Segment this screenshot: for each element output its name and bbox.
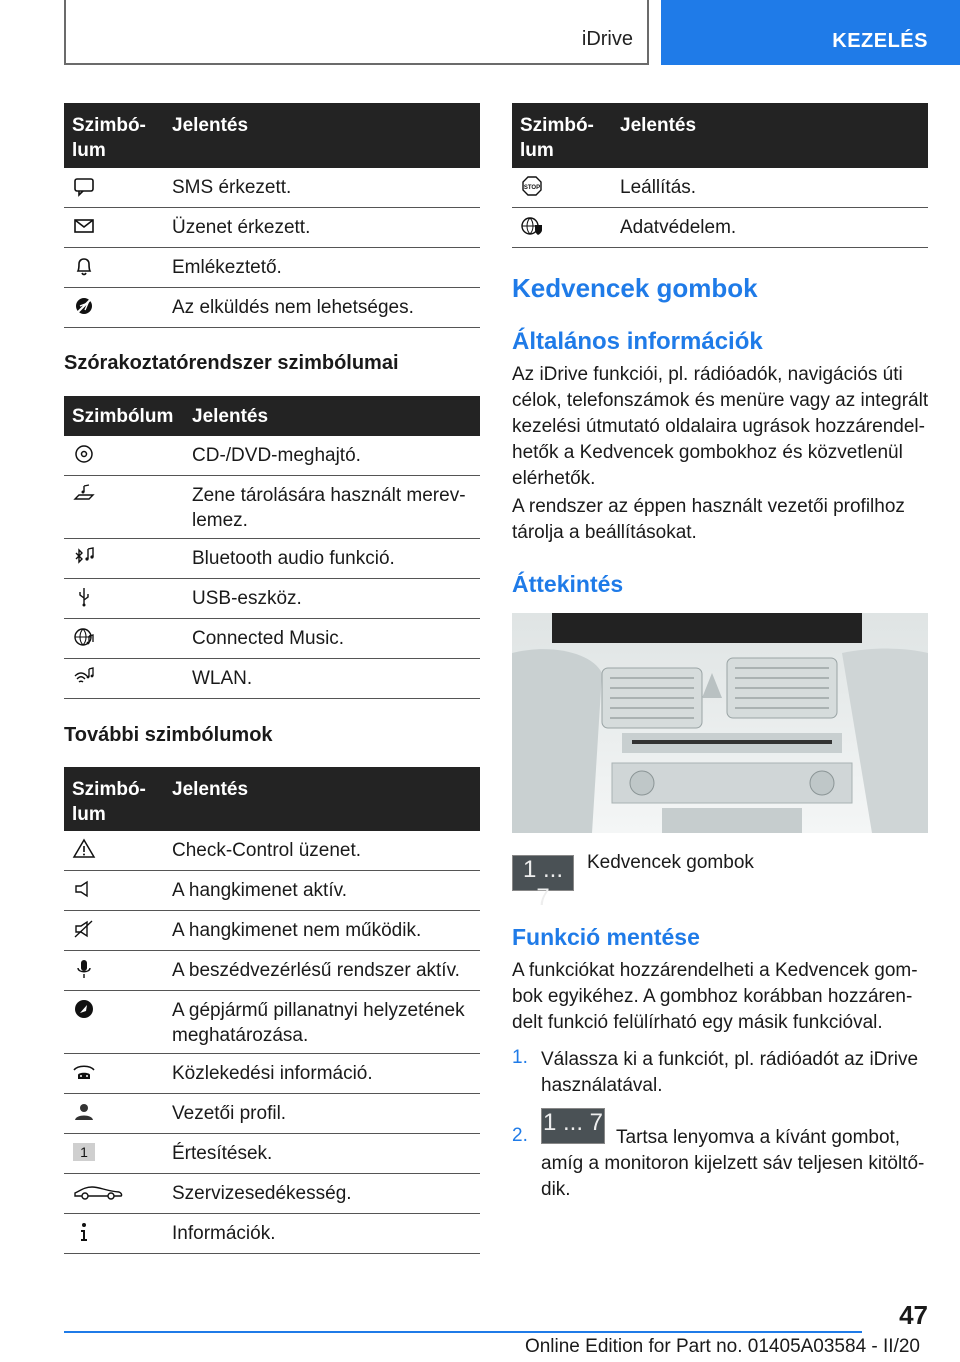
column-header-symbol: Szimbó- lum [72,115,146,161]
table-row [64,248,480,288]
row-text: Üzenet érkezett. [172,217,311,238]
row-text: USB-eszköz. [192,588,302,609]
table-header [64,103,480,168]
row-text: Az elküldés nem lehetséges. [172,297,414,318]
sms-icon [72,174,96,198]
column-header-symbol: Szimbólum [72,406,174,427]
row-text: CD-/DVD-meghajtó. [192,445,361,466]
stop-icon [520,174,544,198]
heading-favorites: Kedvencek gombok [512,273,758,303]
subheading-other: További szimbólumok [64,724,273,746]
page-number: 47 [899,1300,928,1330]
table-row [64,476,480,539]
table-row [64,831,480,871]
button-image-label: 1 ... 7 [522,856,564,911]
row-text: Értesítések. [172,1143,273,1164]
row-text: Vezetői profil. [172,1103,287,1124]
header-chapter-box [661,0,960,65]
data-privacy-icon [520,214,544,238]
table-header [512,103,928,168]
harddisk-music-icon [72,482,96,506]
column-header-meaning: Jelentés [172,779,249,800]
table-row [64,1174,480,1214]
row-text: A gépjármű pillanatnyi helyzetének meghatározása. [172,1000,465,1046]
table-row [64,208,480,248]
chapter-title: KEZELÉS [832,30,928,52]
table-row [64,911,480,951]
table-row [64,991,480,1054]
row-text: Szervizesedékesség. [172,1183,352,1204]
row-text: Leállítás. [620,177,697,198]
send-blocked-icon [72,294,96,318]
table-row [64,619,480,659]
row-text: Emlékeztető. [172,257,282,278]
table-row [512,208,928,248]
table-row [64,1134,480,1174]
table-row [64,436,480,476]
messages-symbol-table [64,103,480,328]
row-text: A hangkimenet aktív. [172,880,347,901]
paragraph-save: A funkciókat hozzárendelheti a Kedvencek gom-bok egyikéhez. A gombhoz korábban hozzáren-delt funkció felülírható egy másik funkcióval. [512,960,918,1033]
envelope-icon [72,214,96,238]
row-text: SMS érkezett. [172,177,292,198]
bell-icon [72,254,96,278]
column-header-meaning: Jelentés [620,115,697,136]
location-arrow-icon [72,997,96,1021]
row-text: Connected Music. [192,628,345,649]
usb-icon [72,585,96,609]
subheading-entertainment: Szórakoztatórendszer szimbólumai [64,352,399,374]
info-icon [72,1220,96,1244]
favorites-button-image [512,855,574,911]
paragraph-general-1: Az iDrive funkciói, pl. rádióadók, navigációs úti célok, telefonszámok és menüre vagy az integrált kezelési útmutató oldalaira ugrások hozzárendel-hetők a Kedvencek gombokhoz és közvetlenül elérhetők. [512,364,929,489]
heading-general-info: Általános információk [512,328,763,355]
footer-edition: Online Edition for Part no. 01405A03584 - II/20 [524,1336,920,1357]
section-title: iDrive [581,28,633,50]
column-header-meaning: Jelentés [192,406,269,427]
table-row [64,659,480,699]
table-header [64,396,480,436]
row-text: A hangkimenet nem működik. [172,920,422,941]
row-text: A beszédvezérlésű rendszer aktív. [172,960,460,981]
row-text: Információk. [172,1223,276,1244]
bluetooth-audio-icon [72,545,96,569]
column-header-meaning: Jelentés [172,115,249,136]
disc-icon [72,442,96,466]
connected-music-icon [72,625,96,649]
dashboard-photo [512,613,928,833]
svg-text:1: 1 [80,1144,88,1160]
step-text: Tartsa lenyomva a kívánt gombot, amíg a monitoron kijelzett sáv teljesen kitöltő-dik. [541,1127,925,1200]
row-text: WLAN. [192,668,253,689]
heading-overview: Áttekintés [512,571,624,597]
table-row [64,1054,480,1094]
step-number: 2. [512,1125,528,1146]
table-row [64,1094,480,1134]
driver-profile-icon [72,1100,96,1124]
step-number: 1. [512,1047,528,1068]
row-text: Bluetooth audio funkció. [192,548,395,569]
table-row [64,951,480,991]
right-symbol-table [512,103,928,248]
header-section-box [64,0,649,65]
row-text: Check-Control üzenet. [172,840,362,861]
image-caption: Kedvencek gombok [587,852,754,873]
column-header-symbol: Szimbó- lum [520,115,594,161]
table-header [64,767,480,831]
footer-divider [64,1331,862,1333]
step-text: Válassza ki a funkciót, pl. rádióadót az iDrive használatával. [541,1049,919,1096]
notification-one-icon [72,1140,96,1164]
row-text: Adatvédelem. [620,217,737,238]
speaker-icon [72,877,96,901]
wlan-music-icon [72,665,96,689]
speaker-off-icon [72,917,96,941]
table-row [64,168,480,208]
table-row [512,168,928,208]
table-row [64,1214,480,1254]
car-service-icon [72,1180,124,1204]
entertainment-symbol-table [64,396,480,699]
row-text: Zene tárolására használt merev- lemez. [192,485,466,531]
other-symbol-table [64,767,480,1254]
microphone-icon [72,957,96,981]
table-row [64,579,480,619]
table-row [64,539,480,579]
row-text: Közlekedési információ. [172,1063,373,1084]
heading-save-function: Funkció mentése [512,924,700,950]
warning-triangle-icon [72,837,96,861]
button-image-label: 1 ... 7 [542,1109,604,1136]
svg-text:STOP: STOP [523,185,541,191]
traffic-info-icon [72,1060,96,1084]
paragraph-general-2: A rendszer az éppen használt vezetői profilhoz tárolja a beállításokat. [512,496,905,543]
table-row [64,871,480,911]
column-header-symbol: Szimbó- lum [72,779,146,825]
table-row [64,288,480,328]
